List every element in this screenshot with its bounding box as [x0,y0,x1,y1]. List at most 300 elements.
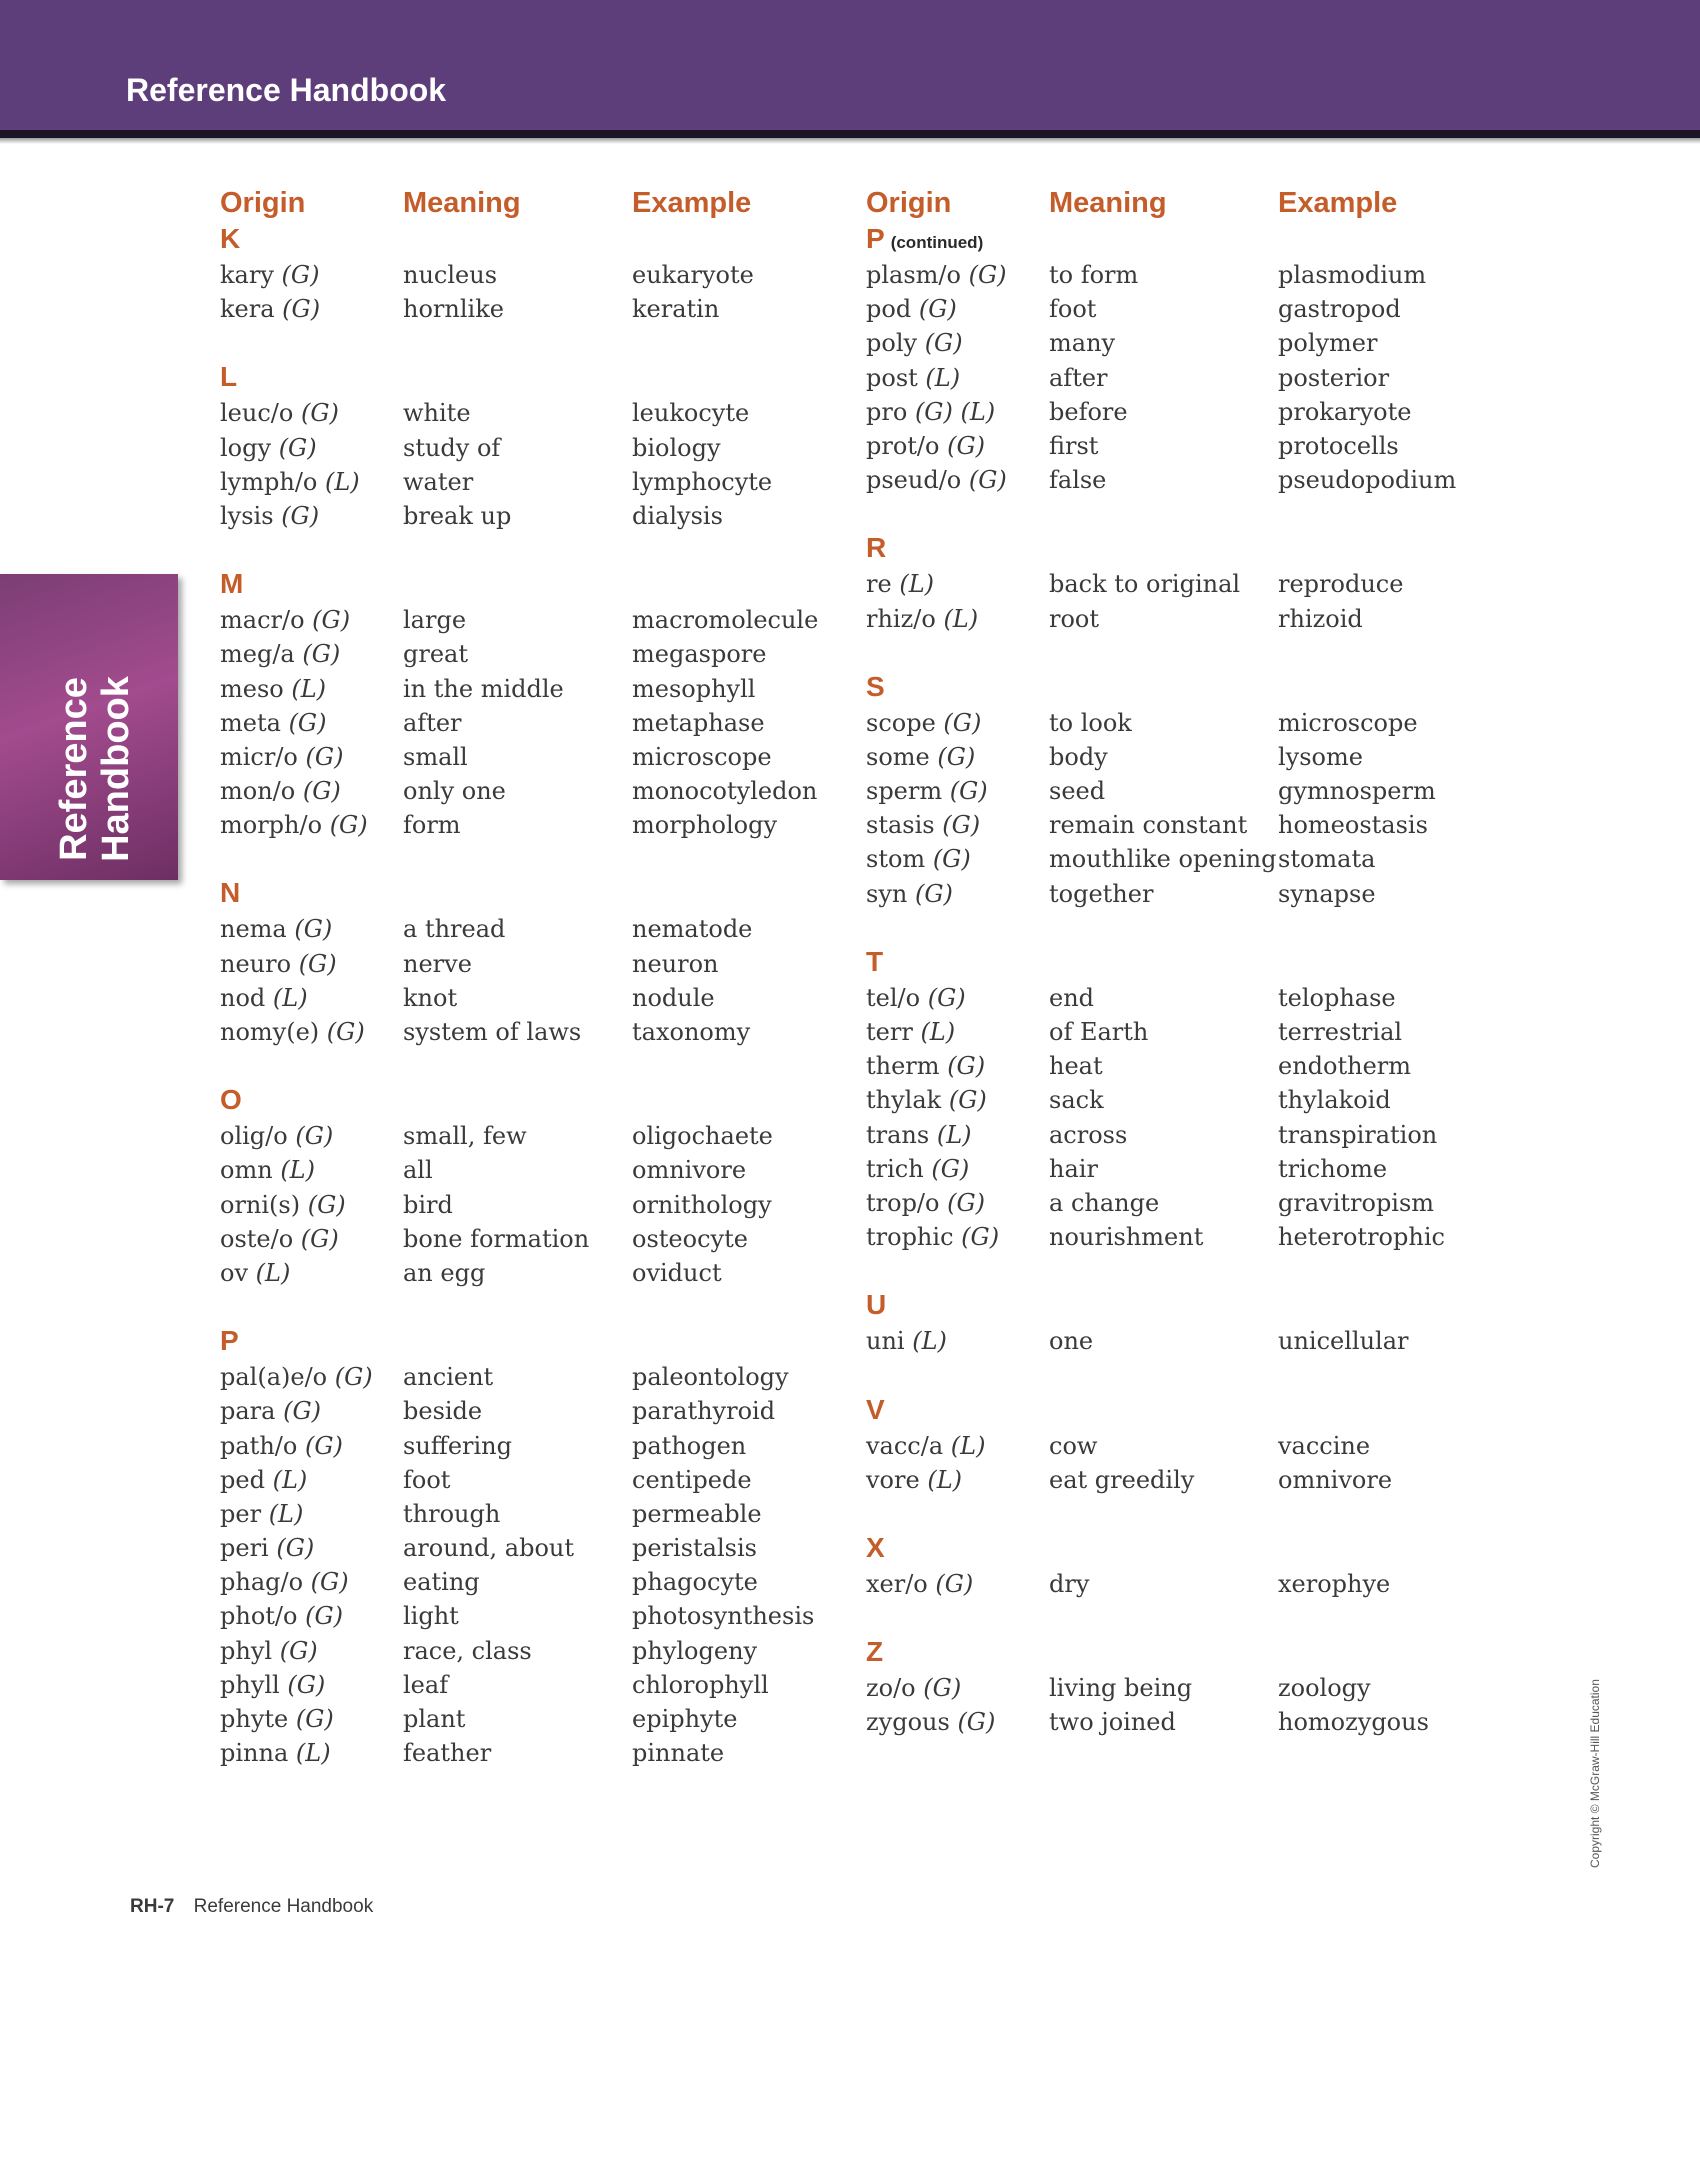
origin-cell [866,602,1049,636]
word-root: tel/o [866,983,921,1012]
section-letter [866,529,1508,567]
word-root: lysis [220,501,274,530]
language-tag: (G) [935,1569,974,1598]
meaning-cell: hair [1049,1154,1098,1183]
origin-cell [220,740,403,774]
language-tag: (G) [947,1188,986,1217]
origin-cell [866,1567,1049,1601]
meaning-cell: nucleus [403,261,498,289]
meaning-cell: sack [1049,1086,1104,1115]
origin-cell [866,1705,1049,1739]
root-entry [866,463,1508,497]
left-column-headers [220,180,862,220]
word-root: xer/o [866,1569,928,1598]
language-tag: (G) [948,1086,987,1115]
root-entry [866,292,1508,326]
root-entry [866,326,1508,360]
origin-cell [220,292,403,326]
origin-cell [866,1015,1049,1049]
word-root: trich [866,1154,924,1183]
language-tag: (G) [281,501,320,530]
example-cell: transpiration [1278,1120,1438,1149]
root-entry [220,465,862,499]
origin-cell [220,637,403,671]
meaning-cell: bird [403,1190,453,1219]
letter-section [866,1391,1508,1497]
section-letter [866,220,1508,258]
meaning-cell: in the middle [403,674,564,703]
origin-cell [866,774,1049,808]
word-root: trophic [866,1223,954,1252]
language-tag: (G) [949,777,988,806]
letter-section [866,1633,1508,1739]
language-tag: (G) [326,1018,365,1046]
example-cell: megaspore [632,640,767,669]
meaning-cell: after [403,708,462,737]
example-cell: reproduce [1278,570,1404,599]
meaning-cell: eat greedily [1049,1465,1195,1494]
letter-section [866,220,1508,497]
origin-cell [220,1119,403,1153]
example-cell: parathyroid [632,1397,776,1426]
root-entry [220,1153,862,1187]
root-entry [220,499,862,533]
example-cell: ornithology [632,1190,772,1219]
meaning-cell: only one [403,777,506,806]
origin-cell [220,774,403,808]
root-entry [866,567,1508,601]
example-cell: rhizoid [1278,604,1363,633]
word-root: poly [866,329,918,358]
section-letter [866,1391,1508,1429]
origin-cell [866,842,1049,876]
language-tag: (G) [302,640,341,669]
root-entry [220,1668,862,1702]
meaning-cell: plant [403,1705,466,1733]
language-tag: (G) [957,1708,996,1737]
meaning-cell: all [403,1156,433,1185]
meaning-cell: knot [403,983,458,1012]
origin-cell [866,877,1049,911]
word-root: per [220,1499,262,1528]
origin-cell [220,396,403,430]
example-cell: dialysis [632,501,723,530]
meaning-cell: dry [1049,1569,1090,1598]
meaning-cell: small [403,742,468,771]
root-entry [866,1186,1508,1220]
word-root: phot/o [220,1602,298,1631]
page-header [0,0,1700,130]
letter-section [220,1322,862,1770]
language-tag: (G) [288,708,327,737]
word-root: plasm/o [866,261,961,289]
origin-cell [220,1222,403,1256]
meaning-cell: of Earth [1049,1018,1149,1046]
origin-cell [220,603,403,637]
meaning-cell: leaf [403,1670,449,1699]
example-cell: gastropod [1278,295,1401,324]
example-cell: protocells [1278,431,1399,460]
word-root: vore [866,1465,920,1494]
language-tag: (G) [927,983,966,1012]
example-cell: taxonomy [632,1018,751,1046]
example-cell: peristalsis [632,1534,757,1563]
root-entry [866,1083,1508,1117]
letter-section [220,565,862,842]
word-root: morph/o [220,811,323,840]
word-root: some [866,742,930,771]
root-entry [220,1360,862,1394]
section-letter [866,1529,1508,1567]
language-tag: (G) [947,431,986,460]
origin-cell [866,1324,1049,1358]
language-tag: (G) [305,742,344,771]
root-entry [220,1394,862,1428]
root-entry [866,1049,1508,1083]
root-entry [220,431,862,465]
letter-section [866,1529,1508,1601]
word-root: orni(s) [220,1190,301,1219]
word-root: nomy(e) [220,1018,320,1046]
origin-cell [220,947,403,981]
root-entry [220,603,862,637]
language-tag: (L) [268,1499,304,1528]
origin-cell [866,1671,1049,1705]
root-entry [866,1324,1508,1358]
letter-section [220,220,862,326]
section-letter [220,874,862,912]
origin-cell [220,258,403,292]
example-cell: stomata [1278,845,1376,874]
language-tag: (G) [300,399,339,428]
word-root: sperm [866,777,943,806]
section-letter-text: O [220,1084,242,1116]
word-root: meg/a [220,640,295,669]
section-letter-text: U [866,1289,887,1321]
origin-cell [866,395,1049,429]
meaning-cell: through [403,1499,501,1528]
example-cell: epiphyte [632,1705,738,1733]
example-cell: vaccine [1278,1431,1371,1460]
meaning-cell: bone formation [403,1224,590,1253]
origin-cell [866,567,1049,601]
origin-cell [220,672,403,706]
meaning-cell: end [1049,983,1095,1012]
section-letter-text: S [866,670,885,702]
root-entry [220,1565,862,1599]
meaning-cell: eating [403,1568,480,1597]
meaning-cell: before [1049,397,1128,426]
example-cell: nodule [632,983,715,1012]
meaning-cell: together [1049,879,1154,908]
example-cell: monocotyledon [632,777,818,806]
origin-cell [866,1429,1049,1463]
word-root: thylak [866,1086,942,1115]
meaning-cell: seed [1049,777,1106,806]
origin-cell [220,1668,403,1702]
language-tag: (G) [968,261,1007,289]
word-root: macr/o [220,606,305,635]
origin-cell [866,740,1049,774]
origin-cell [866,463,1049,497]
meaning-cell: two joined [1049,1708,1176,1737]
origin-cell [866,1463,1049,1497]
example-cell: pathogen [632,1431,747,1460]
root-entry [866,842,1508,876]
example-cell: paleontology [632,1363,789,1392]
language-tag: (G) [312,606,351,635]
example-cell: biology [632,433,721,462]
section-letter [220,358,862,396]
example-cell: oviduct [632,1258,722,1287]
meaning-cell: foot [403,1465,451,1494]
right-column-headers [866,180,1508,220]
header-shadow [0,138,1700,144]
example-cell: endotherm [1278,1052,1412,1081]
meaning-cell: mouthlike opening [1049,845,1277,874]
root-entry [866,258,1508,292]
meaning-cell: water [403,467,474,496]
root-entry [220,1702,862,1736]
root-entry [220,1736,862,1770]
example-cell: gravitropism [1278,1188,1435,1217]
example-cell: permeable [632,1499,762,1528]
language-tag: (G) [923,1674,962,1703]
word-root: kera [220,295,275,324]
example-cell: neuron [632,949,719,978]
word-root: meso [220,674,284,703]
word-root: phyte [220,1705,289,1733]
origin-heading: Origin [220,187,306,219]
page-footer [130,1896,373,1918]
section-letter [866,1286,1508,1324]
meaning-cell: root [1049,604,1100,633]
example-cell: heterotrophic [1278,1223,1445,1252]
example-cell: unicellular [1278,1327,1409,1356]
header-title: Reference Handbook [126,72,447,108]
section-letter [866,668,1508,706]
root-entry [220,1497,862,1531]
root-entry [220,292,862,326]
example-cell: macromolecule [632,606,819,635]
language-tag: (L) [925,363,961,392]
language-tag: (L) [272,1465,308,1494]
section-letter [866,943,1508,981]
word-root: scope [866,708,936,737]
origin-cell [866,1083,1049,1117]
root-entry [866,395,1508,429]
section-letter-text: L [220,361,238,393]
section-letter-text: K [220,223,241,254]
language-tag: (G) [943,708,982,737]
root-entry [866,361,1508,395]
language-tag: (G) [300,1224,339,1253]
origin-cell [866,292,1049,326]
origin-cell [220,912,403,946]
section-letter-text: X [866,1531,885,1563]
root-entry [866,429,1508,463]
letter-section [220,358,862,533]
example-cell: synapse [1278,879,1376,908]
origin-cell [220,465,403,499]
word-root: syn [866,879,908,908]
meaning-cell: living being [1049,1674,1193,1703]
origin-cell [866,706,1049,740]
example-cell: trichome [1278,1154,1388,1183]
continued-note: (continued) [890,233,984,252]
origin-heading: Origin [866,187,952,219]
language-tag: (L) [943,604,979,633]
origin-cell [220,1736,403,1770]
root-entry [220,912,862,946]
word-root: meta [220,708,281,737]
example-cell: phylogeny [632,1636,758,1665]
root-entry [866,1220,1508,1254]
word-root: oste/o [220,1224,294,1253]
example-cell: plasmodium [1278,261,1427,289]
root-entry [866,981,1508,1015]
word-root: pal(a)e/o [220,1363,328,1392]
language-tag: (G) [304,1431,343,1460]
meaning-cell: first [1049,431,1099,460]
language-tag: (G) [924,329,963,358]
origin-cell [220,1360,403,1394]
left-sections [220,220,862,1770]
language-tag: (L) [272,983,308,1012]
example-cell: microscope [1278,708,1418,737]
word-root: path/o [220,1431,298,1460]
origin-cell [220,981,403,1015]
example-heading: Example [1278,187,1398,219]
example-cell: mesophyll [632,674,756,703]
origin-cell [220,1463,403,1497]
language-tag: (G) [947,1052,986,1081]
meaning-cell: remain constant [1049,811,1248,840]
origin-cell [866,429,1049,463]
word-root: nema [220,915,287,944]
root-entry [220,637,862,671]
word-root: mon/o [220,777,296,806]
meaning-cell: a thread [403,915,506,944]
origin-cell [220,1599,403,1633]
language-tag: (G) [276,1534,315,1563]
root-entry [866,1705,1508,1739]
word-root: kary [220,261,274,289]
language-tag: (G) (L) [914,397,996,426]
meaning-cell: system of laws [403,1018,582,1046]
word-root: therm [866,1052,940,1081]
language-tag: (L) [912,1327,947,1356]
word-root: pod [866,295,912,324]
root-entry [220,1429,862,1463]
example-cell: gymnosperm [1278,777,1436,806]
root-entry [220,774,862,808]
root-entry [866,774,1508,808]
meaning-cell: form [403,811,461,840]
example-cell: homozygous [1278,1708,1429,1737]
language-tag: (L) [291,674,327,703]
origin-cell [866,258,1049,292]
section-letter-text: P [866,223,885,254]
origin-cell [866,1152,1049,1186]
origin-cell [220,1153,403,1187]
root-entry [220,1119,862,1153]
section-letter-text: Z [866,1636,884,1668]
word-root: pro [866,397,908,426]
origin-cell [866,808,1049,842]
example-cell: pinnate [632,1739,725,1768]
example-cell: omnivore [1278,1465,1393,1494]
word-root: stasis [866,811,935,840]
root-entry [866,706,1508,740]
language-tag: (G) [968,466,1007,495]
letter-section [866,1286,1508,1358]
root-entry [866,877,1508,911]
word-root: peri [220,1534,269,1563]
language-tag: (G) [283,1397,321,1426]
meaning-cell: many [1049,329,1116,358]
word-root: zygous [866,1708,950,1737]
root-entry [220,706,862,740]
section-letter-text: M [220,568,244,600]
example-cell: omnivore [632,1156,747,1185]
example-cell: lymphocyte [632,467,773,496]
language-tag: (G) [278,433,317,462]
word-root: ped [220,1465,265,1494]
word-root: rhiz/o [866,604,936,633]
side-tab [0,574,178,880]
root-entry [220,396,862,430]
example-heading: Example [632,187,752,219]
meaning-cell: break up [403,501,512,530]
root-entry [220,1222,862,1256]
root-entry [220,1015,862,1049]
word-root: stom [866,845,926,874]
right-column [866,180,1508,1771]
word-root: terr [866,1018,913,1046]
origin-cell [866,1186,1049,1220]
meaning-cell: feather [403,1739,492,1768]
example-cell: metaphase [632,708,765,737]
root-entry [866,740,1508,774]
example-cell: lysome [1278,742,1363,771]
meaning-cell: large [403,606,467,635]
example-cell: zoology [1278,1674,1371,1703]
origin-cell [220,1394,403,1428]
meaning-cell: light [403,1602,459,1631]
word-root: olig/o [220,1122,288,1151]
word-root: leuc/o [220,399,294,428]
meaning-cell: suffering [403,1431,512,1460]
word-root: phag/o [220,1568,304,1597]
root-entry [866,1118,1508,1152]
meaning-cell: one [1049,1327,1094,1356]
example-cell: telophase [1278,983,1396,1012]
language-tag: (G) [294,915,333,944]
meaning-cell: foot [1049,295,1097,324]
language-tag: (G) [305,1602,343,1631]
example-cell: eukaryote [632,261,754,289]
section-letter [220,1322,862,1360]
origin-cell [220,1188,403,1222]
language-tag: (G) [287,1670,326,1699]
word-root: para [220,1397,276,1426]
language-tag: (L) [280,1156,315,1185]
word-root: pseud/o [866,466,962,495]
root-entry [220,258,862,292]
footer-label: Reference Handbook [193,1896,374,1917]
letter-section [220,874,862,1049]
